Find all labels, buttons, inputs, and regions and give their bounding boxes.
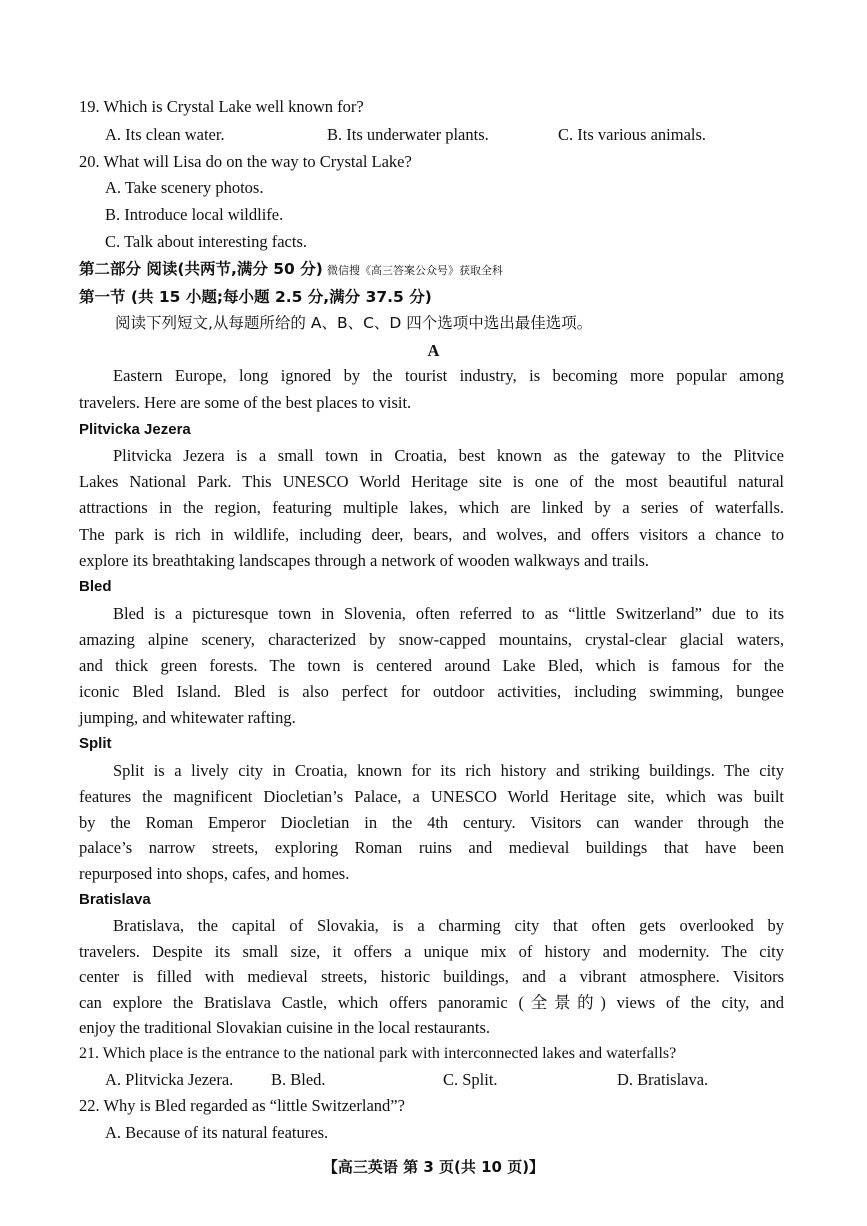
section1-heading: 第一节 (共 15 小题;每小题 2.5 分,满分 37.5 分) <box>79 288 432 306</box>
paragraph-line: The park is rich in wildlife, including deer, bears, and wolves, and offers visitors a chance to <box>79 525 784 544</box>
q20-stem: 20. What will Lisa do on the way to Crystal Lake? <box>79 152 412 171</box>
paragraph-line: jumping, and whitewater rafting. <box>79 708 296 727</box>
intro-line: travelers. Here are some of the best places to visit. <box>79 393 412 412</box>
paragraph-line: features the magnificent Diocletian’s Palace, a UNESCO World Heritage site, which was built <box>79 787 784 806</box>
paragraph-line: Plitvicka Jezera is a small town in Croatia, best known as the gateway to the Plitvice <box>113 446 784 465</box>
paragraph-line: amazing alpine scenery, characterized by snow-capped mountains, crystal-clear glacial waters, <box>79 630 784 649</box>
place-heading-plitvicka: Plitvicka Jezera <box>79 421 191 438</box>
paragraph-line: can explore the Bratislava Castle, which offers panoramic (全景的) views of the city, and <box>79 993 784 1012</box>
paragraph-line: repurposed into shops, cafes, and homes. <box>79 864 350 883</box>
q19-option-c: C. Its various animals. <box>558 125 707 144</box>
q20-option-a: A. Take scenery photos. <box>105 178 264 197</box>
page-footer: 【高三英语 第 3 页(共 10 页)】 <box>322 1158 545 1176</box>
q21-option-c: C. Split. <box>443 1070 498 1089</box>
paragraph-line: palace’s narrow streets, exploring Roman ruins and medieval buildings that have been <box>79 838 784 857</box>
part2-note: 微信搜《高三答案公众号》获取全科 <box>326 264 503 277</box>
place-heading-split: Split <box>79 735 112 752</box>
paragraph-line: Bratislava, the capital of Slovakia, is a charming city that often gets overlooked by <box>113 916 784 935</box>
q20-option-b: B. Introduce local wildlife. <box>105 205 284 224</box>
q22-option-a: A. Because of its natural features. <box>105 1123 329 1142</box>
q20-option-c: C. Talk about interesting facts. <box>105 232 307 251</box>
paragraph-line: explore its breathtaking landscapes through a network of wooden walkways and trails. <box>79 551 650 570</box>
q21-option-d: D. Bratislava. <box>617 1070 709 1089</box>
paragraph-line: attractions in the region, featuring multiple lakes, which are linked by a series of waterfalls. <box>79 498 784 517</box>
paragraph-line: Split is a lively city in Croatia, known for its rich history and striking buildings. The city <box>113 761 784 780</box>
paragraph-line: by the Roman Emperor Diocletian in the 4th century. Visitors can wander through the <box>79 813 784 832</box>
paragraph-line: center is filled with medieval streets, historic buildings, and a vibrant atmosphere. Visitors <box>79 967 784 986</box>
paragraph-line: travelers. Despite its small size, it offers a unique mix of history and modernity. The city <box>79 942 784 961</box>
passage-label: A <box>427 341 440 360</box>
q21-option-a: A. Plitvicka Jezera. <box>105 1070 234 1089</box>
paragraph-line: enjoy the traditional Slovakian cuisine in the local restaurants. <box>79 1018 491 1037</box>
q19-option-a: A. Its clean water. <box>105 125 225 144</box>
place-heading-bled: Bled <box>79 578 112 595</box>
part2-heading-row <box>79 259 503 281</box>
place-heading-bratislava: Bratislava <box>79 891 151 908</box>
q21-option-b: B. Bled. <box>271 1070 326 1089</box>
paragraph-line: Bled is a picturesque town in Slovenia, often referred to as “little Switzerland” due to its <box>113 604 784 623</box>
section1-instruction: 阅读下列短文,从每题所给的 A、B、C、D 四个选项中选出最佳选项。 <box>115 314 593 332</box>
paragraph-line: and thick green forests. The town is centered around Lake Bled, which is famous for the <box>79 656 784 675</box>
paragraph-line: Lakes National Park. This UNESCO World Heritage site is one of the most beautiful natural <box>79 472 784 491</box>
q22-stem: 22. Why is Bled regarded as “little Switzerland”? <box>79 1096 405 1115</box>
part2-heading: 第二部分 阅读(共两节,满分 50 分) <box>79 260 323 278</box>
paragraph-line: iconic Bled Island. Bled is also perfect for outdoor activities, including swimming, bungee <box>79 682 784 701</box>
q19-option-b: B. Its underwater plants. <box>327 125 489 144</box>
q21-stem: 21. Which place is the entrance to the national park with interconnected lakes and waterfalls? <box>79 1045 677 1062</box>
q19-stem: 19. Which is Crystal Lake well known for? <box>79 97 364 116</box>
intro-line: Eastern Europe, long ignored by the tourist industry, is becoming more popular among <box>113 366 784 385</box>
